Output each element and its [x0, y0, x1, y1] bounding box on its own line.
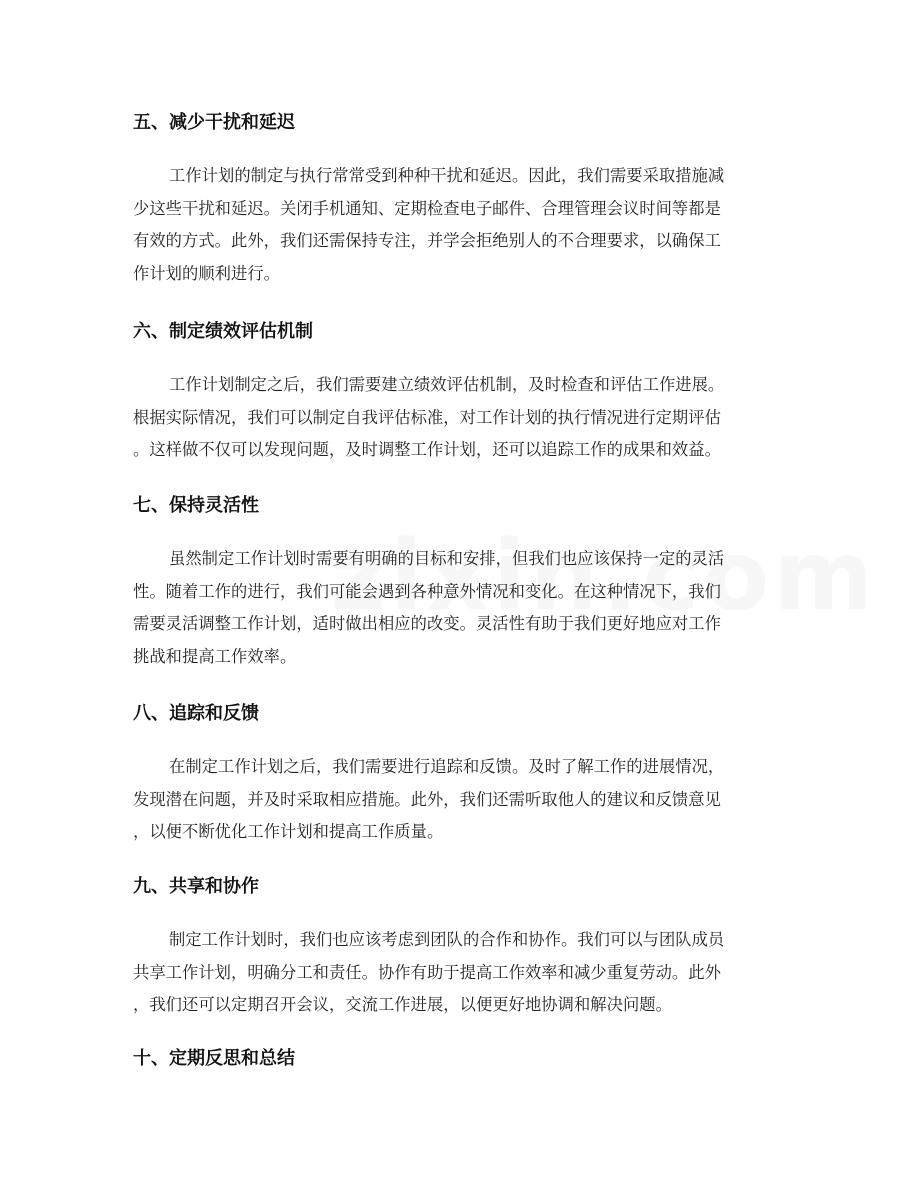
paragraph-line: 工作计划的制定与执行常常受到种种干扰和延迟。因此，我们需要采取措施减: [169, 166, 725, 185]
section-5: [133, 111, 788, 290]
paragraph-line: 根据实际情况，我们可以制定自我评估标准，对工作计划的执行情况进行定期评估: [133, 407, 721, 427]
section-heading: 五、减少干扰和延迟: [133, 112, 295, 133]
section-paragraph: [133, 751, 788, 849]
section-heading: 九、共享和协作: [133, 876, 259, 897]
paragraph-line: 少这些干扰和延迟。关闭手机通知、定期检查电子邮件、合理管理会议时间等都是: [133, 198, 721, 218]
section-9: [133, 875, 788, 1022]
paragraph-line: 虽然制定工作计划时需要有明确的目标和安排，但我们也应该保持一定的灵活: [169, 549, 725, 568]
section-paragraph: [133, 924, 788, 1022]
section-paragraph: [133, 160, 788, 290]
paragraph-line: ，以便不断优化工作计划和提高工作质量。: [133, 822, 444, 841]
paragraph-line: 有效的方式。此外，我们还需保持专注，并学会拒绝别人的不合理要求，以确保工: [133, 231, 721, 250]
section-heading: 七、保持灵活性: [133, 495, 259, 516]
paragraph-line: 作计划的顺利进行。: [133, 263, 280, 283]
paragraph-line: 发现潜在问题，并及时采取相应措施。此外，我们还需听取他人的建议和反馈意见: [133, 789, 721, 809]
paragraph-line: 需要灵活调整工作计划，适时做出相应的改变。灵活性有助于我们更好地应对工作: [133, 614, 721, 633]
section-heading: 八、追踪和反馈: [133, 703, 259, 724]
paragraph-line: 性。随着工作的进行，我们可能会遇到各种意外情况和变化。在这种情况下，我们: [133, 581, 721, 601]
paragraph-line: 。这样做不仅可以发现问题，及时调整工作计划，还可以追踪工作的成果和效益。: [133, 440, 721, 459]
paragraph-line: 工作计划制定之后，我们需要建立绩效评估机制，及时检查和评估工作进展。: [169, 375, 725, 394]
section-heading: 六、制定绩效评估机制: [133, 321, 313, 342]
section-6: [133, 320, 788, 467]
paragraph-line: ，我们还可以定期召开会议，交流工作进展，以便更好地协调和解决问题。: [133, 995, 672, 1014]
section-paragraph: [133, 543, 788, 673]
section-7: [133, 494, 788, 673]
section-10: [133, 1047, 788, 1071]
section-heading: 十、定期反思和总结: [133, 1048, 295, 1069]
section-paragraph: [133, 369, 788, 467]
paragraph-line: 在制定工作计划之后，我们需要进行追踪和反馈。及时了解工作的进展情况，: [169, 757, 725, 776]
section-8: [133, 702, 788, 849]
paragraph-line: 共享工作计划，明确分工和责任。协作有助于提高工作效率和减少重复劳动。此外: [133, 962, 721, 982]
paragraph-line: 挑战和提高工作效率。: [133, 646, 297, 666]
paragraph-line: 制定工作计划时，我们也应该考虑到团队的合作和协作。我们可以与团队成员: [169, 930, 725, 949]
